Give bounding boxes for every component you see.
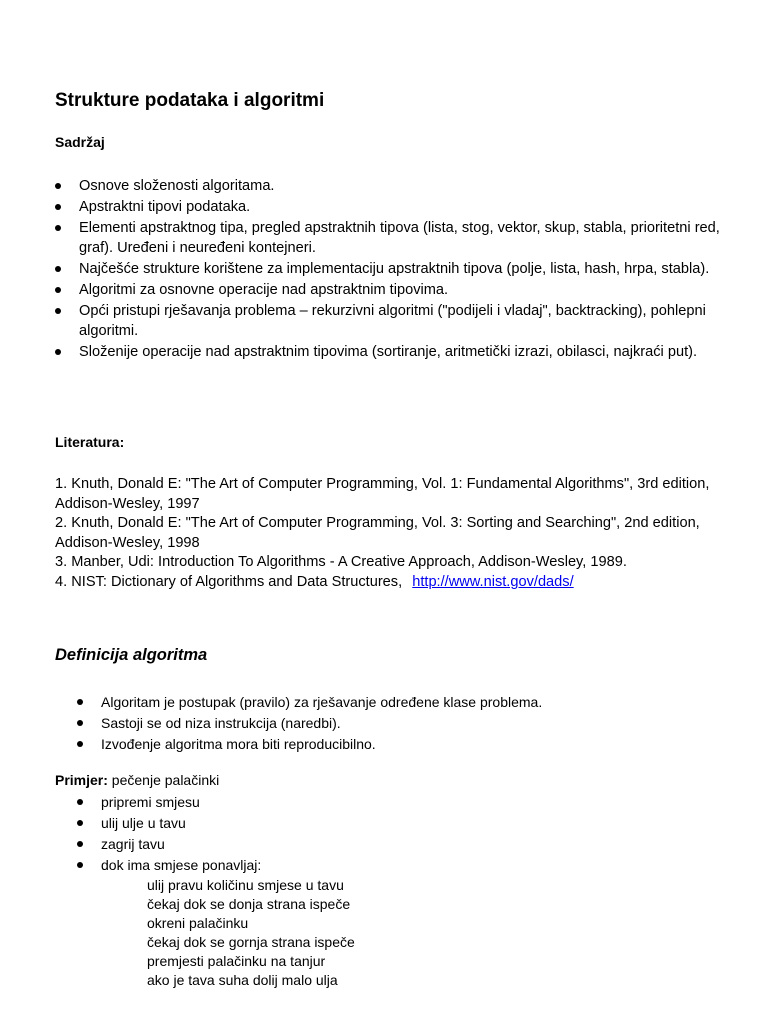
list-item: Apstraktni tipovi podataka. [79,197,729,217]
list-item: Elementi apstraktnog tipa, pregled apstraktnih tipova (lista, stog, vektor, skup, stabla, prioritetni red, graf). Uređeni i neuređeni kontejneri. [79,218,729,258]
list-item: Opći pristupi rješavanja problema – rekurzivni algoritmi ("podijeli i vladaj", backtracking), pohlepni algoritmi. [79,301,729,341]
example-line [55,772,219,788]
reference-text: 4. NIST: Dictionary of Algorithms and Data Structures, [55,573,407,590]
contents-heading: Sadržaj [55,134,105,150]
reference-item: 3. Manber, Udi: Introduction To Algorithms - A Creative Approach, Addison-Wesley, 1989. [55,554,627,571]
list-item: dok ima smjese ponavljaj: [101,855,721,876]
step-line: okreni palačinku [147,915,249,931]
document-title: Strukture podataka i algoritmi [55,90,325,111]
reference-item [55,573,745,593]
section-heading: Definicija algoritma [55,646,208,664]
step-line: čekaj dok se gornja strana ispeče [147,934,355,950]
nist-link[interactable]: http://www.nist.gov/dads/ [412,573,574,590]
list-item: Složenije operacije nad apstraktnim tipovima (sortiranje, aritmetički izrazi, obilasci, najkraći put). [79,342,729,362]
loop-steps [147,876,355,990]
references-list [55,475,745,593]
step-line: premjesti palačinku na tanjur [147,953,326,969]
step-line: čekaj dok se donja strana ispeče [147,896,351,912]
list-item: Osnove složenosti algoritama. [79,176,729,196]
example-label: Primjer: [55,772,108,788]
definition-list [101,692,721,755]
contents-list [79,176,729,363]
reference-item: 1. Knuth, Donald E: "The Art of Computer Programming, Vol. 1: Fundamental Algorithms", 3rd edition, Addison-Wesley, 1997 [55,476,710,512]
example-text: pečenje palačinki [107,772,220,788]
list-item: pripremi smjesu [101,792,721,813]
list-item: Sastoji se od niza instrukcija (naredbi). [101,713,721,733]
list-item: ulij ulje u tavu [101,813,721,834]
step-line: ako je tava suha dolij malo ulja [147,972,338,988]
literature-heading: Literatura: [55,434,125,450]
list-item: Izvođenje algoritma mora biti reproducibilno. [101,734,721,754]
reference-item: 2. Knuth, Donald E: "The Art of Computer Programming, Vol. 3: Sorting and Searching", 2nd edition, Addison-Wesley, 1998 [55,515,700,551]
list-item: zagrij tavu [101,834,721,855]
list-item: Najčešće strukture korištene za implementaciju apstraktnih tipova (polje, lista, hash, hrpa, stabla). [79,259,729,279]
example-list [101,792,721,876]
list-item: Algoritmi za osnovne operacije nad apstraktnim tipovima. [79,280,729,300]
step-line: ulij pravu količinu smjese u tavu [147,877,344,893]
list-item: Algoritam je postupak (pravilo) za rješavanje određene klase problema. [101,692,721,712]
